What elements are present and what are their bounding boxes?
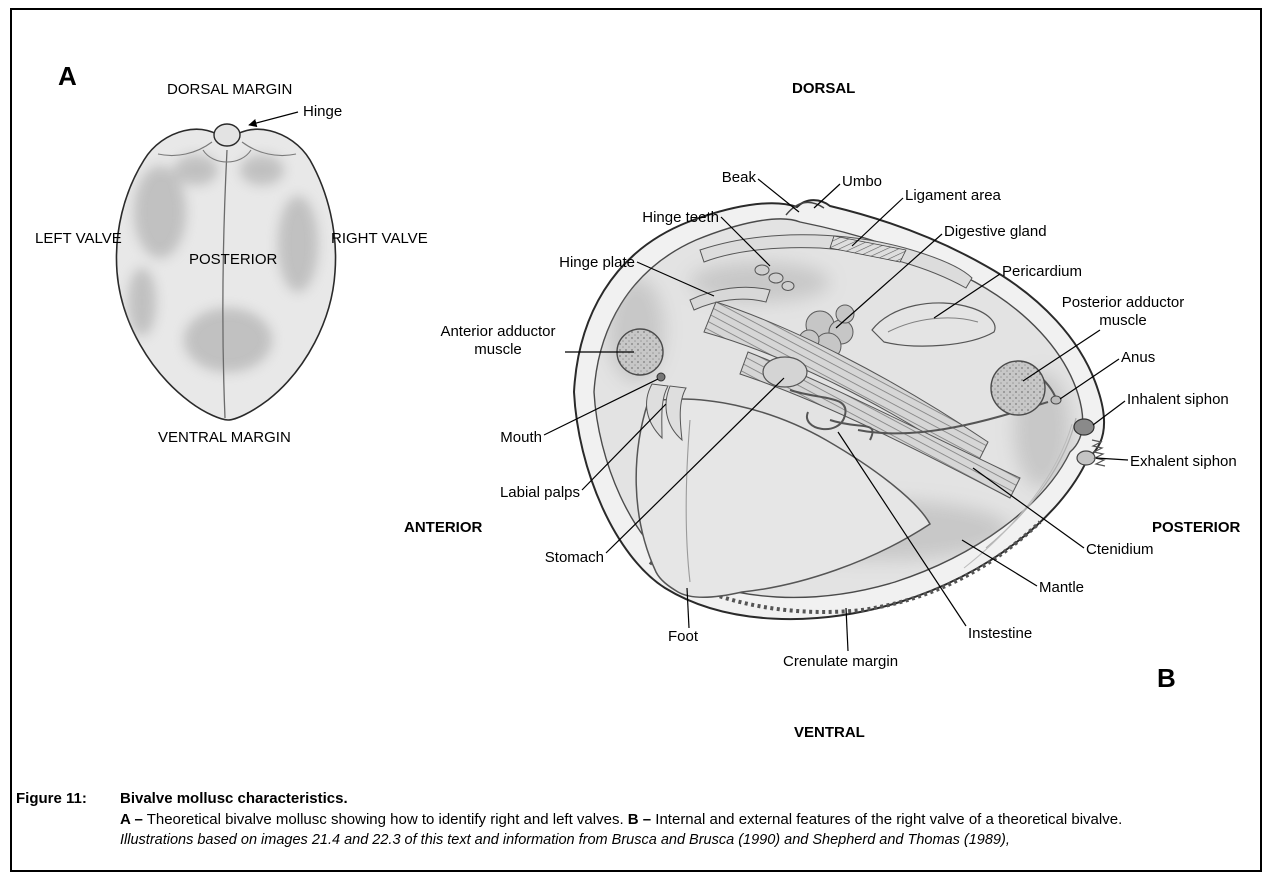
label-anterior-adductor-muscle: Anterior adductor muscle <box>440 323 556 358</box>
label-anus: Anus <box>1121 349 1156 366</box>
label-hinge-teeth: Hinge teeth <box>642 209 719 226</box>
label-mouth: Mouth <box>500 429 542 446</box>
desc-b-text: Internal and external features of the right valve of a theoretical bivalve. <box>655 811 1123 828</box>
label-crenulate-margin: Crenulate margin <box>783 653 899 670</box>
figure-title: Bivalve mollusc characteristics. <box>120 790 348 807</box>
panel-b-letter: B <box>1157 663 1176 693</box>
label-beak: Beak <box>721 169 756 186</box>
figure-caption <box>16 788 1256 851</box>
label-anterior-b: ANTERIOR <box>404 519 483 536</box>
label-stomach: Stomach <box>544 549 604 566</box>
label-hinge: Hinge <box>303 103 343 120</box>
mouth-shape <box>657 373 665 381</box>
label-ligament-area: Ligament area <box>905 187 1001 204</box>
anus-shape <box>1051 396 1061 404</box>
leader-hinge <box>249 112 298 125</box>
label-posterior-b: POSTERIOR <box>1152 519 1241 536</box>
label-left-valve: LEFT VALVE <box>35 230 122 247</box>
label-labial-palps: Labial palps <box>499 484 580 501</box>
label-posterior-a: POSTERIOR <box>189 251 278 268</box>
label-umbo: Umbo <box>842 173 883 190</box>
exhalent-siphon-shape <box>1077 451 1095 465</box>
label-mantle: Mantle <box>1039 579 1085 596</box>
panel-a-letter: A <box>58 61 77 91</box>
label-foot: Foot <box>667 628 698 645</box>
shell-a-group <box>116 124 335 420</box>
figure-caption-body <box>120 788 1210 851</box>
label-dorsal-b: DORSAL <box>792 80 856 97</box>
desc-a-text: Theoretical bivalve mollusc showing how to identify right and left valves. <box>146 811 624 828</box>
label-posterior-adductor-muscle: Posterior adductor muscle <box>1061 294 1185 329</box>
stomach-shape <box>763 357 807 387</box>
desc-a-label: A – <box>120 811 143 828</box>
label-ventral-b: VENTRAL <box>794 724 865 741</box>
label-ctenidium: Ctenidium <box>1086 541 1154 558</box>
label-ventral-margin: VENTRAL MARGIN <box>158 429 291 446</box>
inhalent-siphon-shape <box>1074 419 1094 435</box>
label-inhalent-siphon: Inhalent siphon <box>1127 391 1229 408</box>
figure-number: Figure 11: <box>16 790 87 807</box>
posterior-adductor-shape <box>991 361 1045 415</box>
label-dorsal-margin: DORSAL MARGIN <box>167 81 293 98</box>
label-right-valve: RIGHT VALVE <box>331 230 428 247</box>
label-pericardium: Pericardium <box>1002 263 1083 280</box>
label-intestine: Instestine <box>968 625 1033 642</box>
figure-source-note: Illustrations based on images 21.4 and 22.3 of this text and information from Brusca and Brusca (1990) and Shepherd and Thomas (1989), <box>120 832 1010 848</box>
label-hinge-plate: Hinge plate <box>559 254 635 271</box>
desc-b-label: B – <box>627 811 652 828</box>
label-exhalent-siphon: Exhalent siphon <box>1130 453 1237 470</box>
shell-a-hinge-knob <box>214 124 240 146</box>
figure-description <box>120 809 1210 830</box>
label-digestive-gland: Digestive gland <box>944 223 1047 240</box>
